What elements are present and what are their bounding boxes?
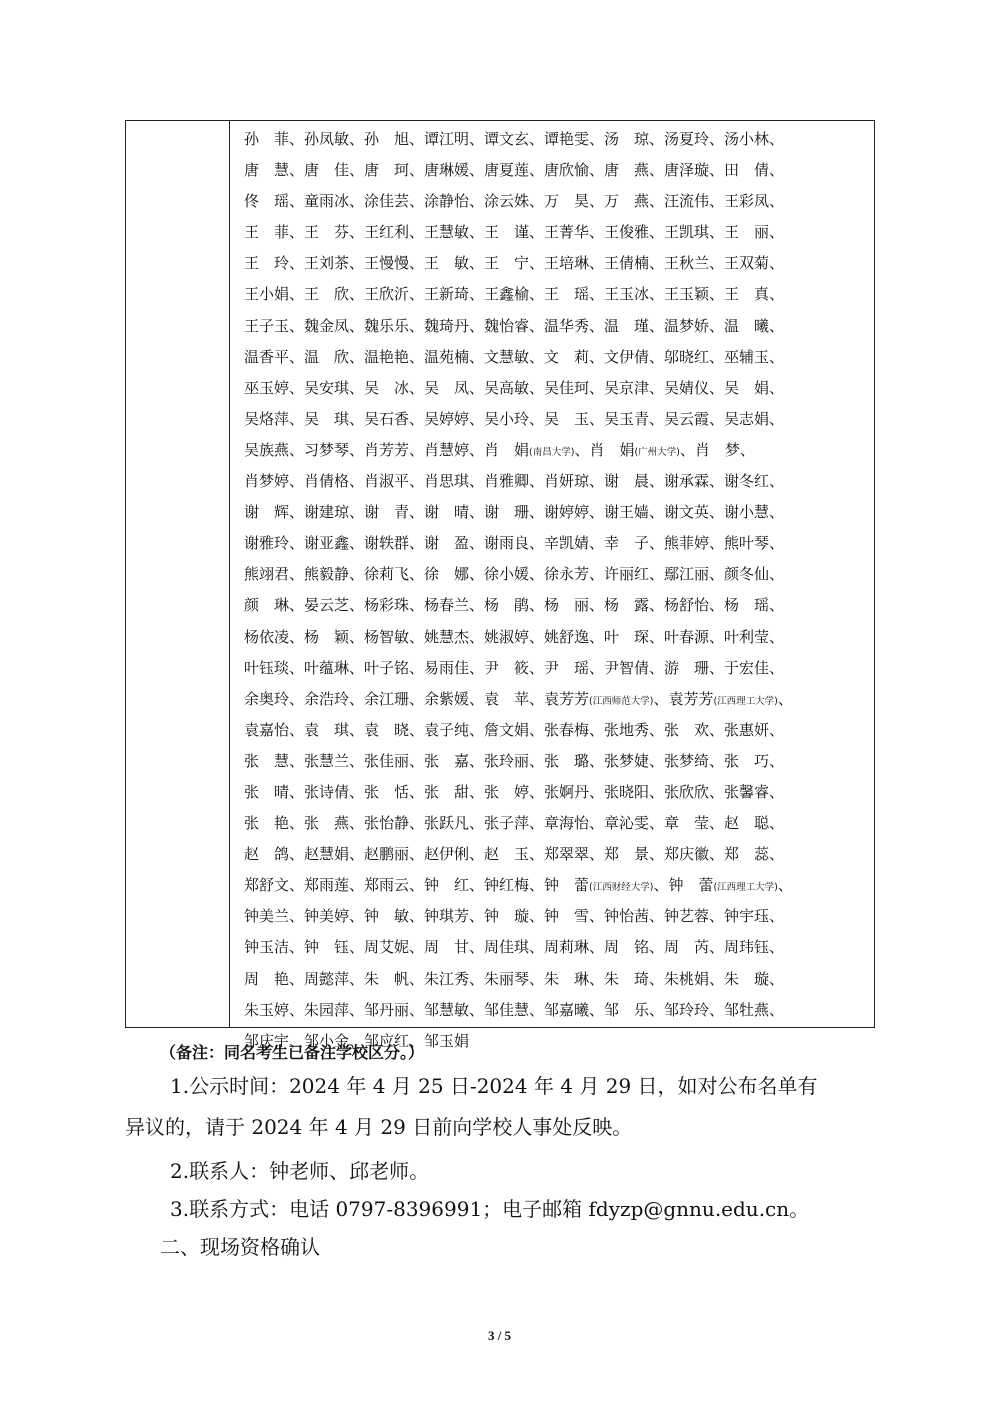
- contact-method: 3.联系方式：电话 0797-8396991；电子邮箱 fdyzp@gnnu.edu.cn。: [170, 1197, 810, 1221]
- name-line: 朱玉婷、朱园萍、邹丹丽、邹慧敏、邹佳慧、邹嘉曦、邹 乐、邹玲玲、邹牡燕、: [244, 1000, 785, 1019]
- name-line: 孙 菲、孙凤敏、孙 旭、谭江明、谭文玄、谭艳雯、汤 琼、汤夏玲、汤小林、: [244, 130, 785, 148]
- candidate-names: [244, 124, 874, 1057]
- name-line: 张 艳、张 燕、张怡静、张跃凡、张子萍、章海怡、章沁雯、章 莹、赵 聪、: [244, 814, 785, 833]
- announcement-period-line2: 异议的，请于 2024 年 4 月 29 日前向学校人事处反映。: [125, 1115, 633, 1139]
- table-column-divider: [229, 121, 230, 1027]
- name-line: 余奥玲、余浩玲、余江珊、余紫媛、袁 苹、袁芳芳(江西师范大学)、袁芳芳(江西理工大学)、: [244, 689, 793, 708]
- name-line: 温香平、温 欣、温艳艳、温苑楠、文慧敏、文 莉、文伊倩、邬晓红、巫辅玉、: [244, 347, 785, 366]
- name-line: 邹庆宇、邹小金、邹应红、邹玉娟: [244, 1031, 470, 1050]
- name-line: 郑舒文、郑雨莲、郑雨云、钟 红、钟红梅、钟 蕾(江西财经大学)、钟 蕾(江西理工大学)、: [244, 876, 793, 895]
- name-line: 唐 慧、唐 佳、唐 珂、唐琳媛、唐夏莲、唐欣愉、唐 燕、唐泽璇、田 倩、: [244, 161, 785, 180]
- contact-person: 2.联系人：钟老师、邱老师。: [170, 1159, 430, 1183]
- name-line: 肖梦婷、肖倩格、肖淑平、肖思琪、肖雅卿、肖妍琼、谢 晨、谢承霖、谢冬红、: [244, 472, 785, 491]
- name-line: 吴烙萍、吴 琪、吴石香、吴婷婷、吴小玲、吴 玉、吴玉青、吴云霞、吴志娟、: [244, 409, 785, 428]
- name-line: 张 慧、张慧兰、张佳丽、张 嘉、张玲丽、张 璐、张梦婕、张梦绮、张 巧、: [244, 751, 785, 770]
- remark-note: （备注：同名考生已备注学校区分。）: [160, 1043, 425, 1062]
- name-line: 王 玲、王刘茶、王慢慢、王 敏、王 宁、王培琳、王倩楠、王秋兰、王双菊、: [244, 254, 785, 273]
- name-line: 袁嘉怡、袁 琪、袁 晓、袁子纯、詹文娟、张春梅、张地秀、张 欢、张惠妍、: [244, 720, 785, 739]
- name-line: 赵 鸽、赵慧娟、赵鹏丽、赵伊俐、赵 玉、郑翠翠、郑 景、郑庆徽、郑 蕊、: [244, 845, 785, 864]
- name-line: 张 晴、张诗倩、张 恬、张 甜、张 婷、张婀丹、张晓阳、张欣欣、张馨睿、: [244, 782, 785, 801]
- name-line: 巫玉婷、吴安琪、吴 冰、吴 凤、吴高敏、吴佳珂、吴京津、吴婧仪、吴 娟、: [244, 378, 785, 397]
- name-line: 钟玉洁、钟 钰、周艾妮、周 甘、周佳琪、周莉琳、周 铭、周 芮、周玮钰、: [244, 938, 785, 957]
- name-line: 佟 瑶、童雨冰、涂佳芸、涂静怡、涂云姝、万 昊、万 燕、汪流伟、王彩凤、: [244, 192, 785, 211]
- name-line: 周 艳、周懿萍、朱 帆、朱江秀、朱丽琴、朱 琳、朱 琦、朱桃娟、朱 璇、: [244, 969, 785, 988]
- name-line: 王小娟、王 欣、王欣沂、王新琦、王鑫榆、王 瑶、王玉冰、王玉颖、王 真、: [244, 285, 785, 304]
- name-line: 颜 琳、晏云芝、杨彩珠、杨春兰、杨 鹃、杨 丽、杨 露、杨舒怡、杨 瑶、: [244, 596, 785, 615]
- name-line: 王子玉、魏金凤、魏乐乐、魏琦丹、魏怡睿、温华秀、温 瑾、温梦娇、温 曦、: [244, 316, 785, 335]
- page-number: 3 / 5: [487, 1328, 512, 1343]
- name-line: 吴族燕、习梦琴、肖芳芳、肖慧婷、肖 娟(南昌大学)、肖 娟(广州大学)、肖 梦、: [244, 440, 755, 459]
- name-line: 杨依凌、杨 颖、杨智敏、姚慧杰、姚淑婷、姚舒逸、叶 琛、叶春源、叶利莹、: [244, 627, 785, 646]
- name-line: 王 菲、王 芬、王红利、王慧敏、王 谨、王菁华、王俊雅、王凯琪、王 丽、: [244, 223, 785, 242]
- name-line: 叶钰琰、叶蕴琳、叶子铭、易雨佳、尹 筱、尹 瑶、尹智倩、游 珊、于宏佳、: [244, 658, 785, 677]
- name-list-table: [125, 120, 875, 1050]
- name-line: 谢雅玲、谢亚鑫、谢轶群、谢 盈、谢雨良、辛凯婧、幸 子、熊菲婷、熊叶琴、: [244, 534, 785, 553]
- announcement-period-line1: 1.公示时间：2024 年 4 月 25 日-2024 年 4 月 29 日，如对公布名单有: [170, 1074, 818, 1098]
- name-line: 钟美兰、钟美婷、钟 敏、钟琪芳、钟 璇、钟 雪、钟怡茜、钟艺蓉、钟宇珏、: [244, 907, 785, 926]
- name-line: 熊翊君、熊毅静、徐莉飞、徐 娜、徐小媛、徐永芳、许丽红、鄢江丽、颜冬仙、: [244, 565, 785, 584]
- name-line: 谢 辉、谢建琼、谢 青、谢 晴、谢 珊、谢婷婷、谢王嫱、谢文英、谢小慧、: [244, 503, 785, 522]
- section-heading: 二、现场资格确认: [160, 1235, 320, 1259]
